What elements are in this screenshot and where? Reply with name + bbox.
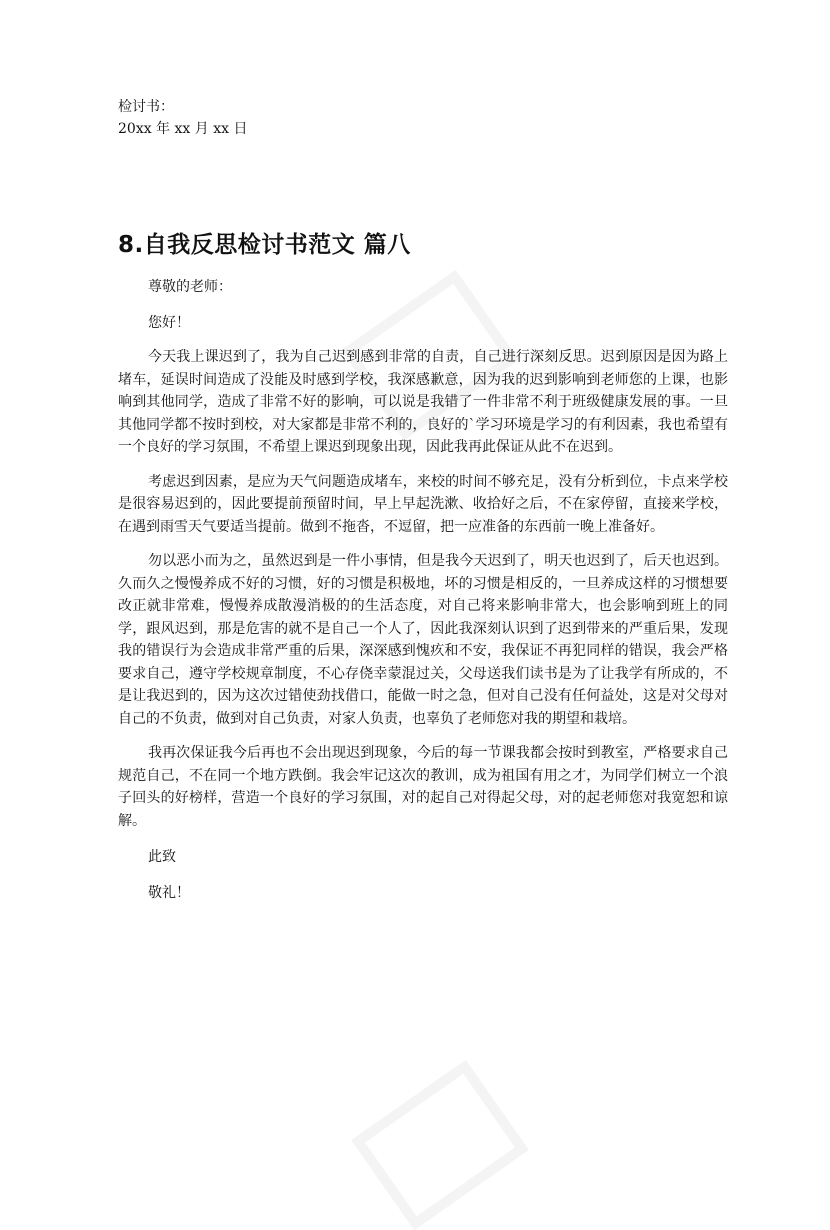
sign-off-regards: 此致 xyxy=(148,849,176,865)
body-paragraph: 勿以恶小而为之，虽然迟到是一件小事情，但是我今天迟到了，明天也迟到了，后天也迟到。久而久之慢慢养成不好的习惯，好的习惯是积极地，坏的习惯是相反的，一旦养成这样的习惯想要改正就非常难，慢慢养成散漫消极的的生活态度，对自己将来影响非常大，也会影响到班上的同学，跟风迟到，那是危害的就不是自己一个人了，因此我深刻认识到了迟到带来的严重后果，发现我的错误行为会造成非常严重的后果，深深感到愧疚和不安，我保证不再犯同样的错误，我会严格要求自己，遵守学校规章制度，不心存侥幸蒙混过关，父母送我们读书是为了让我学有所成的，不是让我迟到的，因为这次过错使劲找借口，能做一时之急，但对自己没有任何益处，这是对父母对自己的不负责，做到对自己负责，对家人负责，也辜负了老师您对我的期望和栽培。 xyxy=(118,553,728,727)
salutation: 尊敬的老师： xyxy=(148,279,232,295)
body-paragraph: 考虑迟到因素，是应为天气问题造成堵车，来校的时间不够充足，没有分析到位，卡点来学校是很容易迟到的，因此要提前预留时间，早上早起洗漱、收拾好之后，不在家停留，直接来学校，在遇到雨雪天气要适当提前。做到不拖沓，不逗留，把一应准备的东西前一晚上准备好。 xyxy=(118,473,728,535)
body-paragraph: 今天我上课迟到了，我为自己迟到感到非常的自责，自己进行深刻反思。迟到原因是因为路上堵车，延误时间造成了没能及时感到学校，我深感歉意，因为我的迟到影响到老师您的上课，也影响到其他同学，造成了非常不好的影响，可以说是我错了一件非常不利于班级健康发展的事。一旦其他同学都不按时到校，对大家都是非常不利的，良好的`学习环境是学习的有利因素，我也希望有一个良好的学习氛围，不希望上课迟到现象出现，因此我再此保证从此不在迟到。 xyxy=(118,349,728,455)
previous-closing-title: 检讨书： xyxy=(118,99,174,115)
sign-off-salute: 敬礼！ xyxy=(148,885,190,901)
previous-closing-date: 20xx 年 xx 月 xx 日 xyxy=(118,121,248,137)
document-body xyxy=(118,96,728,904)
body-paragraph: 我再次保证我今后再也不会出现迟到现象，今后的每一节课我都会按时到教室，严格要求自己规范自己，不在同一个地方跌倒。我会牢记这次的教训，成为祖国有用之才，为同学们树立一个浪子回头的好榜样，营造一个良好的学习氛围，对的起自己对得起父母，对的起老师您对我宽恕和谅解。 xyxy=(118,745,728,829)
greeting: 您好！ xyxy=(148,315,190,331)
section-title: 8.自我反思检讨书范文 篇八 xyxy=(118,232,411,258)
watermark-logo xyxy=(351,1060,529,1230)
